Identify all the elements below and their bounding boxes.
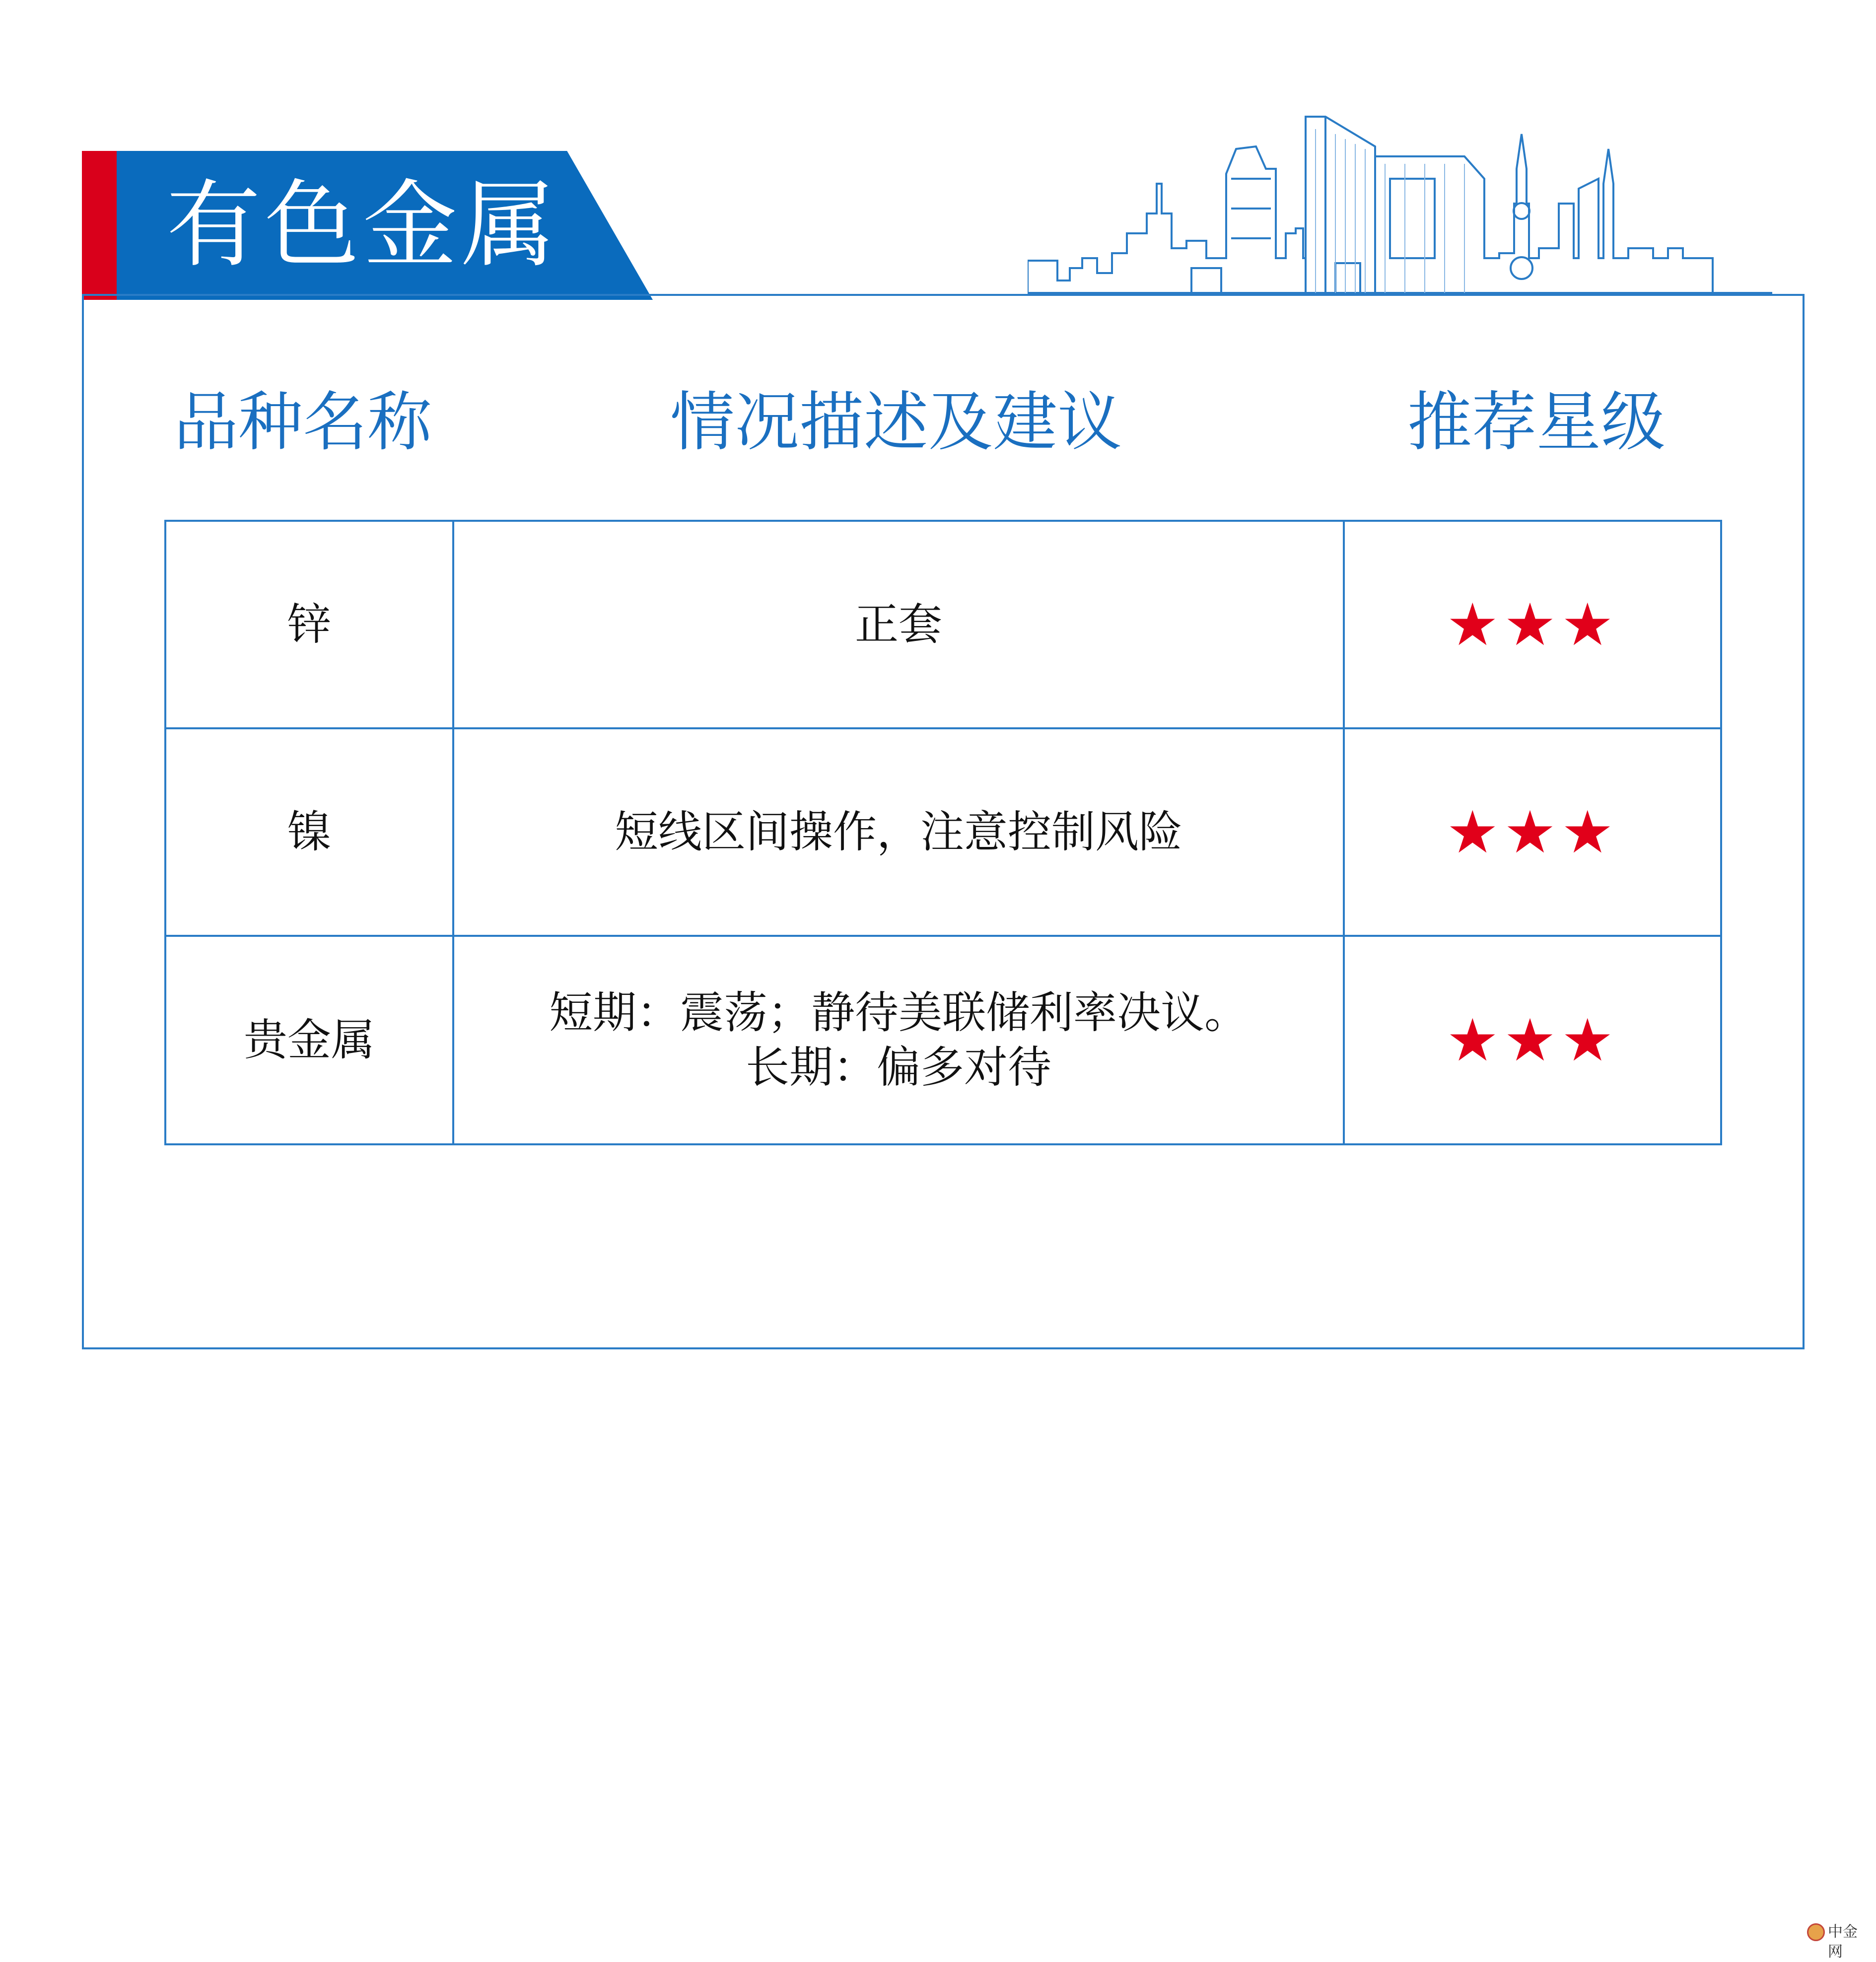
commodity-name-cell: 锌 [165,521,453,728]
commodity-name-cell: 镍 [165,728,453,936]
table-row [165,521,1721,728]
city-skyline-illustration [1028,109,1772,294]
table-row [165,936,1721,1144]
description-cell [453,728,1344,936]
commodity-name-cell: 贵金属 [165,936,453,1144]
column-header-description: 情况描述及建议 [670,384,1122,460]
title-tab [82,151,653,300]
star-rating-cell: ★★★ [1344,728,1721,936]
title-accent-bar [82,151,117,300]
description-line: 正套 [854,599,942,650]
star-rating-cell: ★★★ [1344,936,1721,1144]
description-line: 短期：震荡；静待美联储利率决议。 [549,987,1248,1038]
description-cell [453,936,1344,1144]
description-line: 短线区间操作，注意控制风险 [614,806,1182,857]
column-header-rating: 推荐星级 [1407,384,1666,460]
description-line: 长期：偏多对待 [745,1042,1051,1093]
table-row [165,728,1721,936]
recommendation-table [164,520,1722,1145]
watermark [1807,1920,1872,1961]
column-header-name: 品种名称 [174,384,432,460]
description-cell [453,521,1344,728]
star-rating-cell: ★★★ [1344,521,1721,728]
page-title: 有色金属 [166,170,560,280]
watermark-text: 中金网 [1828,1923,1858,1961]
zhongjin-logo-icon [1807,1923,1825,1941]
